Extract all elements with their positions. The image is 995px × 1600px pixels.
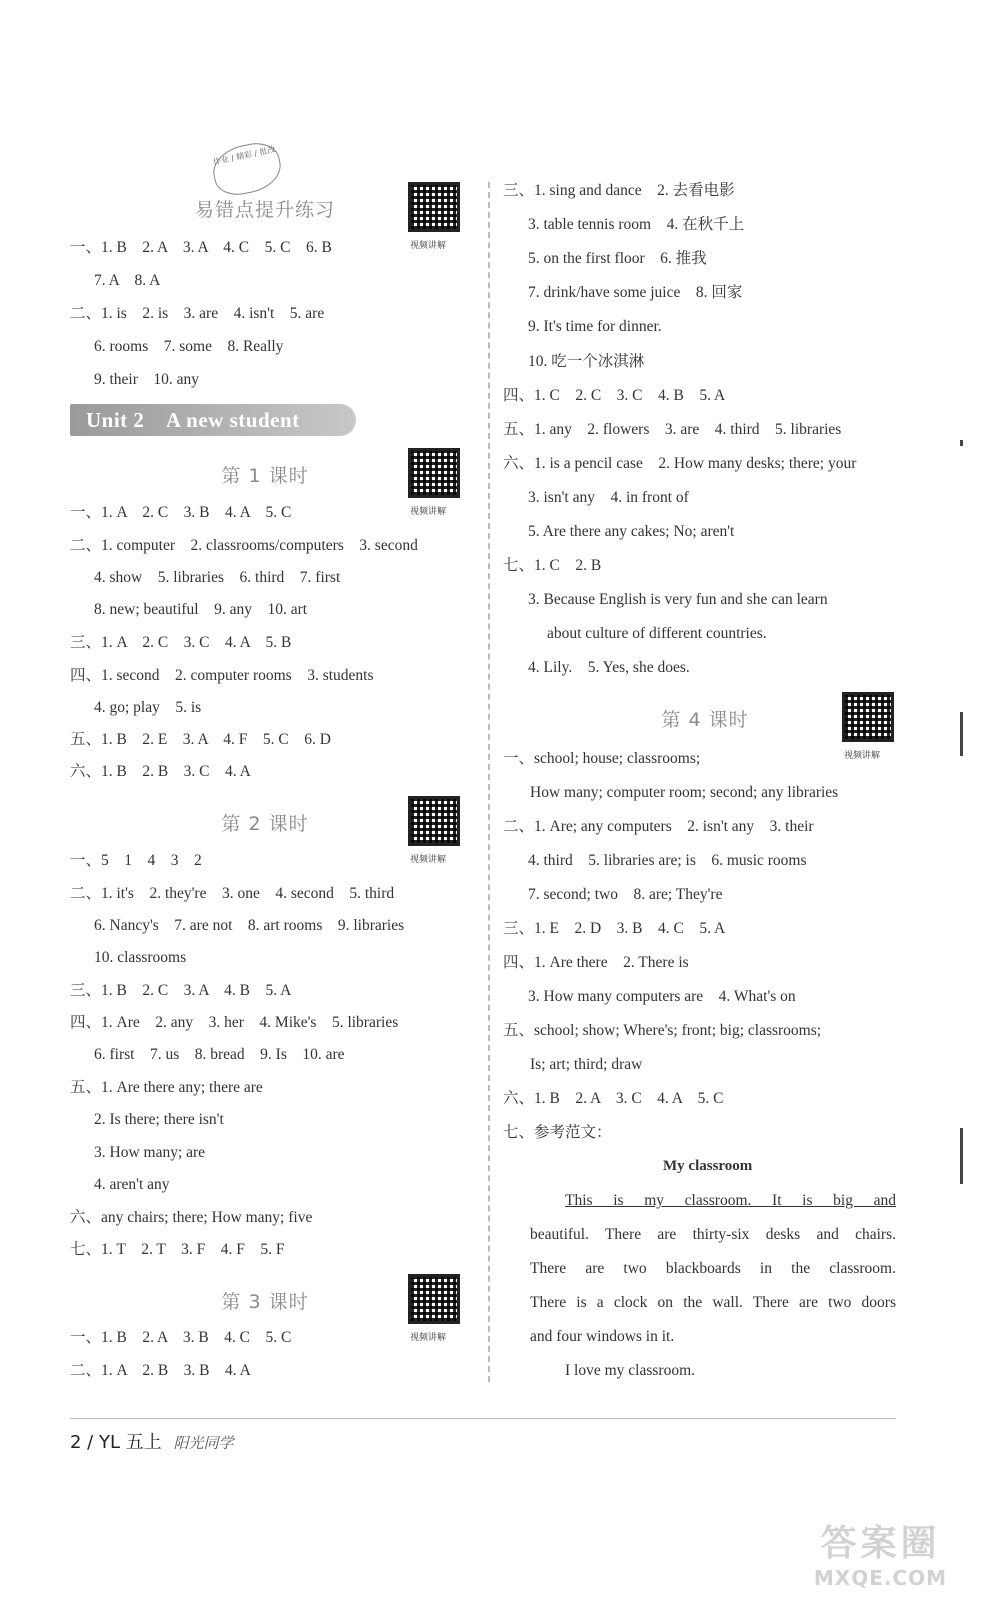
answer-line: 五、1. any 2. flowers 3. are 4. third 5. libraries — [503, 421, 842, 438]
page-footer — [70, 1428, 233, 1454]
qr-label: 视频讲解 — [410, 241, 447, 251]
qr-label: 视频讲解 — [844, 751, 881, 761]
qr-label: 视频讲解 — [410, 855, 447, 865]
essay-line: I love my classroom. — [565, 1362, 696, 1379]
answer-line: 4. show 5. libraries 6. third 7. first — [94, 569, 341, 586]
essay-line: There are two blackboards in the classroom. — [530, 1260, 896, 1277]
answer-line: 六、1. B 2. B 3. C 4. A — [70, 763, 251, 780]
watermark — [798, 1515, 963, 1593]
essay-line: beautiful. There are thirty-six desks and chairs. — [530, 1226, 896, 1243]
answer-line: 五、1. Are there any; there are — [70, 1079, 263, 1096]
qr-code-icon[interactable] — [842, 692, 894, 742]
page-edge-mark — [960, 440, 963, 446]
answer-line: 4. Lily. 5. Yes, she does. — [528, 659, 690, 676]
answer-line: 3. table tennis room 4. 在秋千上 — [528, 216, 745, 233]
qr-label: 视频讲解 — [410, 1333, 447, 1343]
answer-line: 2. Is there; there isn't — [94, 1111, 224, 1128]
answer-line: about culture of different countries. — [547, 625, 767, 642]
column-divider — [488, 182, 490, 1382]
answer-line: 9. their 10. any — [94, 371, 200, 388]
answer-line: 三、1. E 2. D 3. B 4. C 5. A — [503, 920, 726, 937]
answer-line: 6. rooms 7. some 8. Really — [94, 338, 284, 355]
qr-code-icon[interactable] — [408, 796, 460, 846]
answer-line: 三、1. B 2. C 3. A 4. B 5. A — [70, 982, 292, 999]
answer-line: 6. Nancy's 7. are not 8. art rooms 9. libraries — [94, 917, 405, 934]
answer-line: 5. Are there any cakes; No; aren't — [528, 523, 735, 540]
answer-line: 3. Because English is very fun and she can learn — [528, 591, 828, 608]
answer-line: 8. new; beautiful 9. any 10. art — [94, 601, 308, 618]
qr-code-icon[interactable] — [408, 448, 460, 498]
answer-line: 10. 吃一个冰淇淋 — [528, 353, 645, 370]
answer-line: 6. first 7. us 8. bread 9. Is 10. are — [94, 1046, 345, 1063]
answer-line: 五、school; show; Where's; front; big; classrooms; — [503, 1022, 822, 1039]
qr-label: 视频讲解 — [410, 507, 447, 517]
watermark-top: 答案圈 — [820, 1523, 941, 1564]
answer-line: 四、1. second 2. computer rooms 3. students — [70, 667, 374, 684]
answer-line: 4. go; play 5. is — [94, 699, 202, 716]
watermark-bottom: MXQE.COM — [813, 1566, 948, 1590]
answer-line: 5. on the first floor 6. 推我 — [528, 250, 707, 267]
answer-line: 二、1. is 2. is 3. are 4. isn't 5. are — [70, 305, 325, 322]
answer-line: 六、any chairs; there; How many; five — [70, 1209, 313, 1226]
answer-line: 四、1. Are 2. any 3. her 4. Mike's 5. libraries — [70, 1014, 399, 1031]
answer-line: 3. How many; are — [94, 1144, 206, 1161]
teacher-stamp: 作业 / 精彩 / 批改 — [209, 138, 285, 199]
answer-line: 4. third 5. libraries are; is 6. music rooms — [528, 852, 807, 869]
answer-line: 3. isn't any 4. in front of — [528, 489, 689, 506]
answer-line: 一、1. A 2. C 3. B 4. A 5. C — [70, 504, 292, 521]
qr-code-icon[interactable] — [408, 1274, 460, 1324]
footer-rule — [70, 1418, 896, 1419]
section-heading-mistakes: 易错点提升练习 — [194, 199, 335, 221]
answer-line: 二、1. it's 2. they're 3. one 4. second 5. third — [70, 885, 395, 902]
answer-line: 7. drink/have some juice 8. 回家 — [528, 284, 743, 301]
answer-line: 二、1. A 2. B 3. B 4. A — [70, 1362, 251, 1379]
answer-line: 七、参考范文： — [503, 1124, 612, 1141]
page-edge-mark — [960, 1128, 963, 1184]
essay-line: This is my classroom. It is big and — [565, 1192, 896, 1209]
essay-line: and four windows in it. — [530, 1328, 675, 1345]
answer-line: 四、1. C 2. C 3. C 4. B 5. A — [503, 387, 726, 404]
answer-line: 七、1. C 2. B — [503, 557, 602, 574]
answer-line: 二、1. computer 2. classrooms/computers 3. second — [70, 537, 418, 554]
answer-line: 4. aren't any — [94, 1176, 170, 1193]
lesson-heading-4: 第 4 课时 — [661, 709, 749, 731]
essay-title: My classroom — [663, 1158, 753, 1174]
answer-line: 二、1. Are; any computers 2. isn't any 3. their — [503, 818, 814, 835]
answer-line: 3. How many computers are 4. What's on — [528, 988, 796, 1005]
answer-line: 7. second; two 8. are; They're — [528, 886, 723, 903]
answer-line: 七、1. T 2. T 3. F 4. F 5. F — [70, 1241, 285, 1258]
lesson-heading-3: 第 3 课时 — [221, 1291, 309, 1313]
answer-line: 9. It's time for dinner. — [528, 318, 662, 335]
page-number: 2 / YL 五上 — [70, 1432, 162, 1453]
answer-line: 一、1. B 2. A 3. A 4. C 5. C 6. B — [70, 239, 332, 256]
qr-code-icon[interactable] — [408, 182, 460, 232]
answer-line: 三、1. A 2. C 3. C 4. A 5. B — [70, 634, 292, 651]
unit-banner: Unit 2 A new student — [70, 404, 356, 436]
answer-line: 10. classrooms — [94, 949, 187, 966]
answer-line: 一、school; house; classrooms; — [503, 750, 701, 767]
brand-logo: 阳光同学 — [173, 1434, 234, 1452]
answer-line: 三、1. sing and dance 2. 去看电影 — [503, 182, 735, 199]
answer-line: 五、1. B 2. E 3. A 4. F 5. C 6. D — [70, 731, 331, 748]
answer-line: 四、1. Are there 2. There is — [503, 954, 689, 971]
lesson-heading-2: 第 2 课时 — [221, 813, 309, 835]
page-edge-mark — [960, 712, 963, 756]
answer-line: 7. A 8. A — [94, 272, 161, 289]
lesson-heading-1: 第 1 课时 — [221, 465, 309, 487]
answer-line: 六、1. is a pencil case 2. How many desks; there; your — [503, 455, 857, 472]
answer-line: 一、5 1 4 3 2 — [70, 852, 202, 869]
essay-line: There is a clock on the wall. There are two doors — [530, 1294, 896, 1311]
answer-line: 一、1. B 2. A 3. B 4. C 5. C — [70, 1329, 292, 1346]
answer-line: 六、1. B 2. A 3. C 4. A 5. C — [503, 1090, 724, 1107]
answer-line: Is; art; third; draw — [530, 1056, 643, 1073]
answer-line: How many; computer room; second; any libraries — [530, 784, 839, 801]
